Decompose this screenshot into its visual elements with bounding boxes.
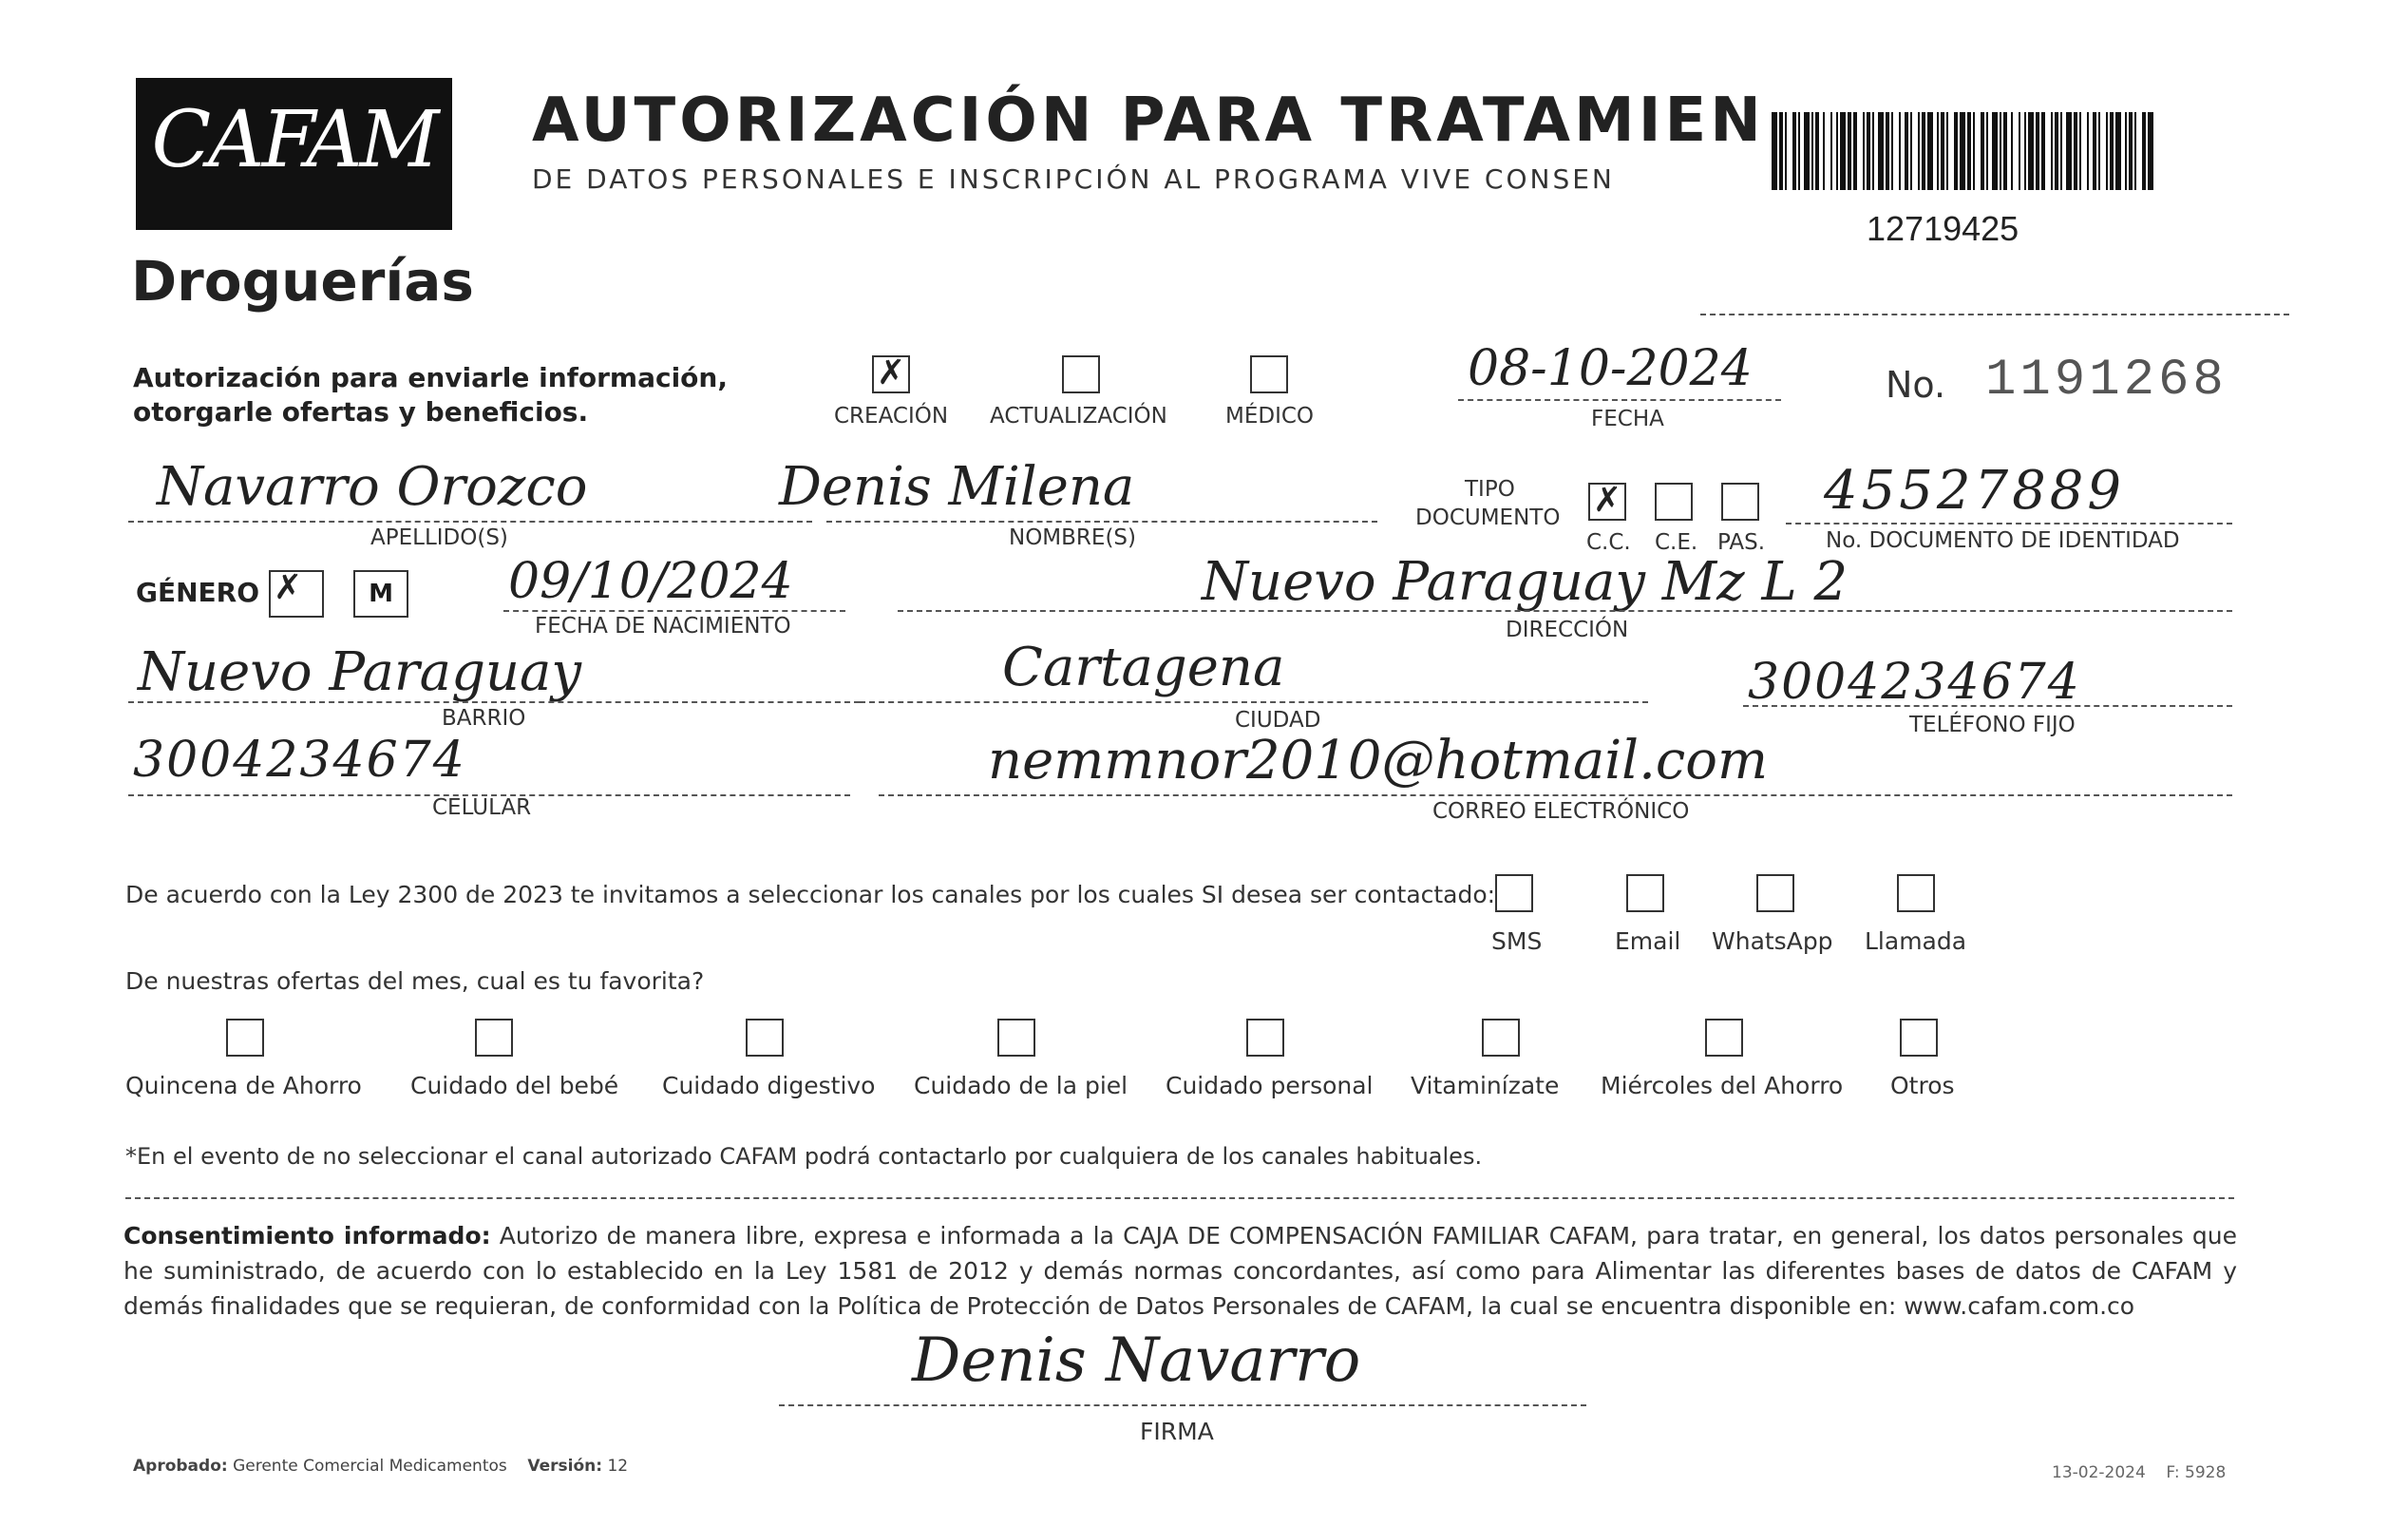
offer-miercoles-label: Miércoles del Ahorro bbox=[1601, 1072, 1844, 1099]
offer-vitaminizate-checkbox[interactable] bbox=[1482, 1019, 1520, 1057]
offer-otros-checkbox[interactable] bbox=[1900, 1019, 1938, 1057]
offer-piel-label: Cuidado de la piel bbox=[914, 1072, 1128, 1099]
barcode-bar bbox=[2074, 112, 2077, 190]
telefono-value[interactable]: 3004234674 bbox=[1748, 654, 2081, 711]
footnote: *En el evento de no seleccionar el canal autorizado CAFAM podrá contactarlo por cualquiera de los canales habituales. bbox=[125, 1143, 1483, 1170]
header-divider bbox=[1700, 314, 2289, 315]
birth-value[interactable]: 09/10/2024 bbox=[508, 553, 793, 610]
consent-text: Autorizo de manera libre, expresa e informada a la CAJA DE COMPENSACIÓN FAMILIAR CAFAM, para tratar, en general, los datos personales que he suministrado, de acuerdo con lo establecido en la Ley 1581 de 2012 y demás normas concordantes, así como para Alimentar las diferentes bases de datos de CAFAM y demás finalidades que se requieran, de conformidad con la Política de Protección de Datos Personales de CAFAM, la cual se encuentra disponible en: www.cafam.com.co bbox=[123, 1222, 2238, 1320]
barcode-bar bbox=[2024, 112, 2026, 190]
barcode-bar bbox=[2148, 112, 2153, 190]
pas-checkbox[interactable] bbox=[1721, 483, 1759, 521]
address-line bbox=[898, 610, 2232, 612]
barcode-bar bbox=[1785, 112, 1787, 190]
ciudad-value[interactable]: Cartagena bbox=[1002, 637, 1285, 698]
barrio-line bbox=[128, 701, 860, 703]
sms-label: SMS bbox=[1491, 927, 1543, 955]
barcode-bar bbox=[1922, 112, 1925, 190]
barcode-bar bbox=[1899, 112, 1901, 190]
barcode-bar bbox=[1891, 112, 1893, 190]
version-value: 12 bbox=[607, 1457, 629, 1476]
barcode-bar bbox=[2028, 112, 2034, 190]
address-label: DIRECCIÓN bbox=[1506, 618, 1629, 642]
fecha-label: FECHA bbox=[1591, 407, 1664, 431]
barcode-bar bbox=[1992, 112, 1998, 190]
creacion-checkbox[interactable] bbox=[872, 355, 910, 393]
barcode-bar bbox=[1823, 112, 1825, 190]
offer-personal-checkbox[interactable] bbox=[1246, 1019, 1284, 1057]
signature-line bbox=[779, 1404, 1586, 1406]
nombre-value[interactable]: Denis Milena bbox=[779, 456, 1135, 518]
offer-digestivo-checkbox[interactable] bbox=[746, 1019, 784, 1057]
aprobado-value: Gerente Comercial Medicamentos bbox=[233, 1457, 507, 1476]
barcode-bar bbox=[1853, 112, 1857, 190]
pas-label: PAS. bbox=[1717, 530, 1766, 555]
barrio-value[interactable]: Nuevo Paraguay bbox=[138, 641, 582, 703]
barcode-bar bbox=[1946, 112, 1948, 190]
offer-digestivo-label: Cuidado digestivo bbox=[662, 1072, 876, 1099]
footer-approval bbox=[133, 1457, 628, 1476]
consent-divider bbox=[125, 1197, 2234, 1199]
email-checkbox[interactable] bbox=[1626, 874, 1664, 912]
nombre-line bbox=[826, 521, 1377, 523]
medico-checkbox[interactable] bbox=[1250, 355, 1288, 393]
nombre-label: NOMBRE(S) bbox=[1009, 525, 1136, 550]
actualizacion-label: ACTUALIZACIÓN bbox=[990, 404, 1167, 429]
barcode-bar bbox=[1910, 112, 1912, 190]
barcode-number: 12719425 bbox=[1867, 209, 2019, 248]
birth-label: FECHA DE NACIMIENTO bbox=[535, 614, 791, 639]
genero-f-checkbox[interactable] bbox=[269, 570, 324, 618]
barcode-bar bbox=[2055, 112, 2058, 190]
barcode-bar bbox=[2134, 112, 2136, 190]
llamada-label: Llamada bbox=[1865, 927, 1967, 955]
barcode-bar bbox=[1867, 112, 1870, 190]
brand-name: Droguerías bbox=[131, 249, 474, 314]
whatsapp-label: WhatsApp bbox=[1712, 927, 1833, 955]
cc-label: C.C. bbox=[1586, 530, 1631, 555]
apellido-value[interactable]: Navarro Orozco bbox=[157, 456, 588, 518]
offer-vitaminizate-label: Vitaminízate bbox=[1411, 1072, 1560, 1099]
form-number: 1191268 bbox=[1985, 352, 2228, 410]
signature-label: FIRMA bbox=[1140, 1418, 1214, 1445]
offer-otros-label: Otros bbox=[1890, 1072, 1955, 1099]
barcode-bar bbox=[1967, 112, 1971, 190]
barrio-label: BARRIO bbox=[442, 706, 526, 731]
form-title: AUTORIZACIÓN PARA TRATAMIEN bbox=[532, 86, 1765, 156]
barcode-bar bbox=[2115, 112, 2121, 190]
barcode-bar bbox=[1779, 112, 1783, 190]
barcode-bar bbox=[1981, 112, 1984, 190]
barcode-bar bbox=[2011, 112, 2013, 190]
barcode-bar bbox=[2060, 112, 2062, 190]
apellido-line bbox=[128, 521, 812, 523]
channels-question: De acuerdo con la Ley 2300 de 2023 te invitamos a seleccionar los canales por los cuales SI desea ser contactado: bbox=[125, 881, 1496, 908]
form-subtitle: DE DATOS PERSONALES E INSCRIPCIÓN AL PROGRAMA VIVE CONSEN bbox=[532, 163, 1615, 195]
ce-label: C.E. bbox=[1655, 530, 1698, 555]
offer-piel-checkbox[interactable] bbox=[997, 1019, 1035, 1057]
barcode-bar bbox=[1937, 112, 1939, 190]
sms-checkbox[interactable] bbox=[1495, 874, 1533, 912]
barcode-bar bbox=[1848, 112, 1851, 190]
barcode-bar bbox=[1960, 112, 1965, 190]
form-code: F: 5928 bbox=[2166, 1463, 2227, 1482]
barcode-bar bbox=[1986, 112, 1988, 190]
celular-value[interactable]: 3004234674 bbox=[133, 732, 466, 789]
offers-question: De nuestras ofertas del mes, cual es tu favorita? bbox=[125, 967, 705, 995]
offer-quincena-label: Quincena de Ahorro bbox=[125, 1072, 362, 1099]
barcode-bar bbox=[2106, 112, 2108, 190]
cafam-logo bbox=[136, 78, 452, 230]
barcode-bar bbox=[1772, 112, 1777, 190]
barcode-bar bbox=[1815, 112, 1819, 190]
address-value[interactable]: Nuevo Paraguay Mz L 2 bbox=[1202, 551, 1849, 613]
doc-number-label: No. DOCUMENTO DE IDENTIDAD bbox=[1826, 528, 2180, 553]
creacion-label: CREACIÓN bbox=[834, 404, 949, 429]
doc-number-value[interactable]: 45527889 bbox=[1824, 460, 2126, 522]
email-label: Email bbox=[1615, 927, 1681, 955]
logo-text: CAFAM bbox=[151, 95, 437, 185]
barcode-bar bbox=[1886, 112, 1889, 190]
barcode-bar bbox=[1798, 112, 1800, 190]
medico-label: MÉDICO bbox=[1225, 404, 1315, 429]
barcode-bar bbox=[1918, 112, 1920, 190]
actualizacion-checkbox[interactable] bbox=[1062, 355, 1100, 393]
ce-checkbox[interactable] bbox=[1655, 483, 1693, 521]
barcode-bar bbox=[2066, 112, 2072, 190]
correo-label: CORREO ELECTRÓNICO bbox=[1432, 799, 1690, 824]
signature-value[interactable]: Denis Navarro bbox=[912, 1326, 1361, 1396]
barcode-bar bbox=[1863, 112, 1865, 190]
barcode-bar bbox=[1811, 112, 1813, 190]
fecha-line bbox=[1458, 399, 1781, 401]
offer-personal-label: Cuidado personal bbox=[1166, 1072, 1374, 1099]
barcode-bar bbox=[1840, 112, 1846, 190]
barcode-bar bbox=[1941, 112, 1944, 190]
doc-number-line bbox=[1786, 523, 2232, 525]
barcode-bar bbox=[1878, 112, 1884, 190]
barcode-bar bbox=[1830, 112, 1832, 190]
barcode-bar bbox=[1792, 112, 1796, 190]
correo-value[interactable]: nemmnor2010@hotmail.com bbox=[988, 730, 1769, 792]
apellido-label: APELLIDO(S) bbox=[370, 525, 508, 550]
barcode-bar bbox=[2079, 112, 2081, 190]
footer-codes bbox=[2052, 1463, 2226, 1482]
consent-block bbox=[123, 1218, 2237, 1324]
barcode-bar bbox=[1927, 112, 1933, 190]
barcode-bar bbox=[2098, 112, 2100, 190]
barcode-bar bbox=[1872, 112, 1874, 190]
ciudad-line bbox=[860, 701, 1648, 703]
tipo-label: TIPO bbox=[1465, 477, 1515, 502]
barcode-bar bbox=[2087, 112, 2089, 190]
barcode-bar bbox=[2041, 112, 2045, 190]
authorization-text bbox=[133, 361, 728, 429]
authorization-line-1: Autorización para enviarle información, bbox=[133, 362, 728, 393]
barcode-bar bbox=[1973, 112, 1975, 190]
telefono-line bbox=[1743, 705, 2232, 707]
authorization-line-2: otorgarle ofertas y beneficios. bbox=[133, 396, 589, 428]
genero-m-checkbox[interactable]: M bbox=[353, 570, 408, 618]
genero-label: GÉNERO bbox=[136, 577, 260, 608]
barcode-bar bbox=[1836, 112, 1838, 190]
offer-miercoles-checkbox[interactable] bbox=[1705, 1019, 1743, 1057]
barcode-bar bbox=[2051, 112, 2053, 190]
offer-bebe-checkbox[interactable] bbox=[475, 1019, 513, 1057]
barcode-bar bbox=[1905, 112, 1908, 190]
barcode-bar bbox=[1954, 112, 1958, 190]
telefono-label: TELÉFONO FIJO bbox=[1909, 713, 2076, 737]
barcode-bar bbox=[2125, 112, 2127, 190]
version-label: Versión: bbox=[527, 1457, 603, 1476]
celular-label: CELULAR bbox=[432, 795, 532, 820]
barcode-bar bbox=[1804, 112, 1810, 190]
barcode-bar bbox=[2110, 112, 2114, 190]
barcode-bar bbox=[2019, 112, 2020, 190]
barcode-bar bbox=[2129, 112, 2133, 190]
offer-quincena-checkbox[interactable] bbox=[226, 1019, 264, 1057]
barcode-bar bbox=[2003, 112, 2007, 190]
birth-line bbox=[503, 610, 845, 612]
barcode bbox=[1772, 112, 2153, 190]
llamada-checkbox[interactable] bbox=[1897, 874, 1935, 912]
cc-checkbox[interactable] bbox=[1588, 483, 1626, 521]
ciudad-label: CIUDAD bbox=[1235, 708, 1321, 733]
number-label: No. bbox=[1886, 364, 1946, 406]
barcode-bar bbox=[2000, 112, 2001, 190]
offer-bebe-label: Cuidado del bebé bbox=[410, 1072, 619, 1099]
aprobado-label: Aprobado: bbox=[133, 1457, 228, 1476]
date-code: 13-02-2024 bbox=[2052, 1463, 2146, 1482]
barcode-bar bbox=[2142, 112, 2146, 190]
barcode-bar bbox=[2093, 112, 2096, 190]
whatsapp-checkbox[interactable] bbox=[1756, 874, 1794, 912]
barcode-bar bbox=[2036, 112, 2039, 190]
fecha-value[interactable]: 08-10-2024 bbox=[1468, 340, 1753, 397]
correo-line bbox=[879, 794, 2232, 796]
documento-label: DOCUMENTO bbox=[1415, 505, 1561, 530]
consent-title: Consentimiento informado: bbox=[123, 1222, 491, 1249]
